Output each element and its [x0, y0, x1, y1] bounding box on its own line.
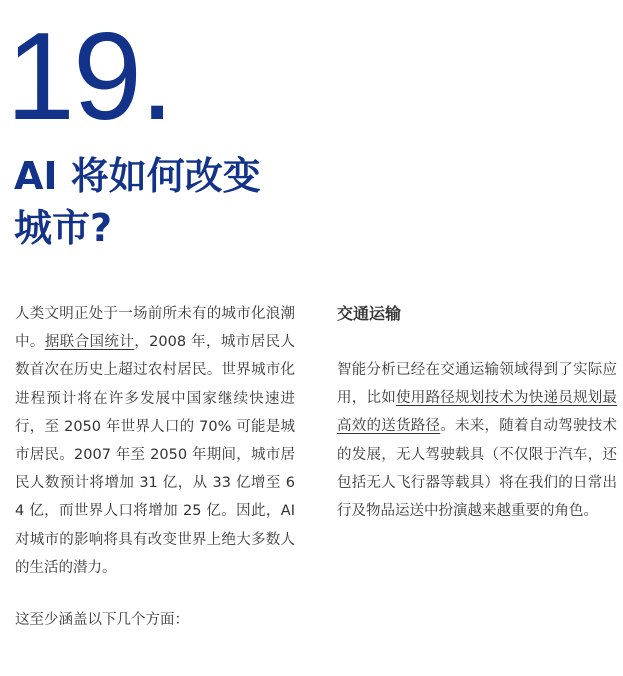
route-planning-link[interactable]: 使用路径规划技术为快递员规划最高效的送货路径: [337, 390, 617, 435]
transport-heading: 交通运输: [337, 304, 402, 323]
transport-text-end: 。未来，随着自动驾驶技术的发展，无人驾驶载具（不仅限于汽车，还包括无人飞行器等载具）将在我们的日常出行及物品运送中扮演越来越重要的角色。: [337, 418, 617, 520]
intro-paragraph: [15, 300, 295, 582]
intro-text-end: ，2008 年，城市居民人数首次在历史上超过农村居民。世界城市化进程预计将在许多发展中国家继续快速进行，至 2050 年世界人口的 70% 可能是城市居民。2007 年至 2050 年期间，城市居民人数预计将增加 31 亿，从 33 亿增至 64 亿，而世界人口将增加 25 亿。因此，AI 对城市的影响将具有改变世界上绝大多数人的生活的潜力。: [15, 334, 296, 576]
transport-paragraph: [337, 356, 617, 525]
chapter-number: 19.: [6, 8, 173, 146]
transport-text-start: 智能分析已经在交通运输领域得到了实际应用，比如: [337, 362, 617, 407]
intro-column: [15, 300, 295, 582]
chapter-title-line-2: 城市?: [14, 206, 113, 250]
chapter-title: [14, 150, 334, 254]
transport-section: [337, 300, 617, 525]
chapter-title-line-1: AI 将如何改变: [14, 154, 261, 198]
un-statistics-link[interactable]: 据联合国统计: [44, 334, 135, 351]
intro-text-start: 人类文明正处于一场前所未有的城市化浪潮中。: [15, 306, 295, 351]
aspects-lead-in: 这至少涵盖以下几个方面：: [15, 612, 189, 628]
